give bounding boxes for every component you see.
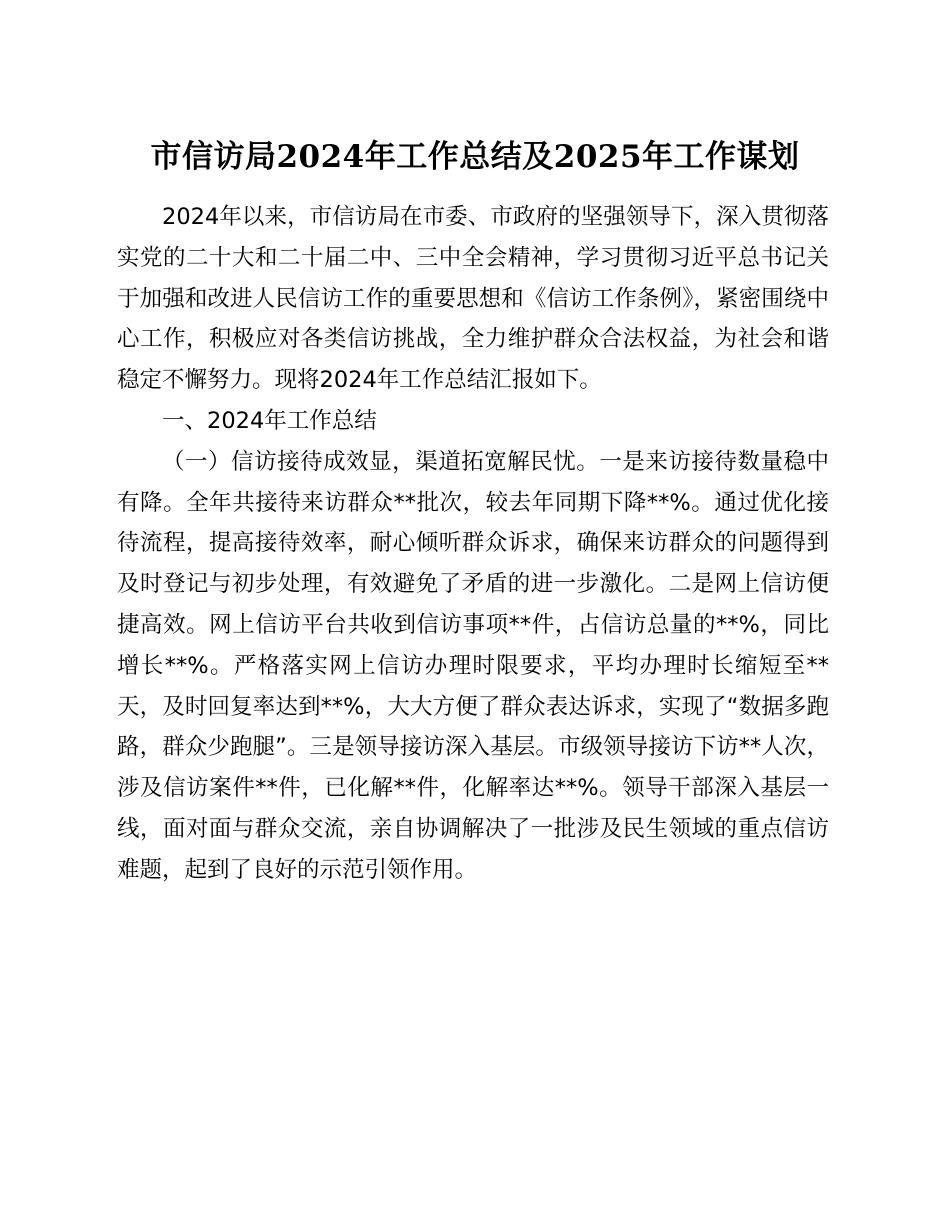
section-heading: 一、2024年工作总结 <box>162 407 377 434</box>
section-paragraph: （一）信访接待成效显，渠道拓宽解民忧。一是来访接待数量稳中有降。全年共接待来访群众**批次，较去年同期下降**%。通过优化接待流程，提高接待效率，耐心倾听群众诉求，确保来访群众的问题得到及时登记与初步处理，有效避免了矛盾的进一步激化。二是网上信访便捷高效。网上信访平台共收到信访事项**件，占信访总量的**%，同比增长**%。严格落实网上信访办理时限要求，平均办理时长缩短至**天，及时回复率达到**%，大大方便了群众表达诉求，实现了“数据多跑路，群众少跑腿”。三是领导接访深入基层。市级领导接访下访**人次，涉及信访案件**件，已化解**件，化解率达**%。领导干部深入基层一线，面对面与群众交流，亲自协调解决了一批涉及民生领域的重点信访难题，起到了良好的示范引领作用。 <box>117 448 829 883</box>
intro-paragraph: 2024年以来，市信访局在市委、市政府的坚强领导下，深入贯彻落实党的二十大和二十届二中、三中全会精神，学习贯彻习近平总书记关于加强和改进人民信访工作的重要思想和《信访工作条例》，紧密围绕中心工作，积极应对各类信访挑战，全力维护群众合法权益，为社会和谐稳定不懈努力。现将2024年工作总结汇报如下。 <box>117 204 829 394</box>
document-title: 市信访局2024年工作总结及2025年工作谋划 <box>150 139 800 175</box>
document-body <box>117 197 829 891</box>
